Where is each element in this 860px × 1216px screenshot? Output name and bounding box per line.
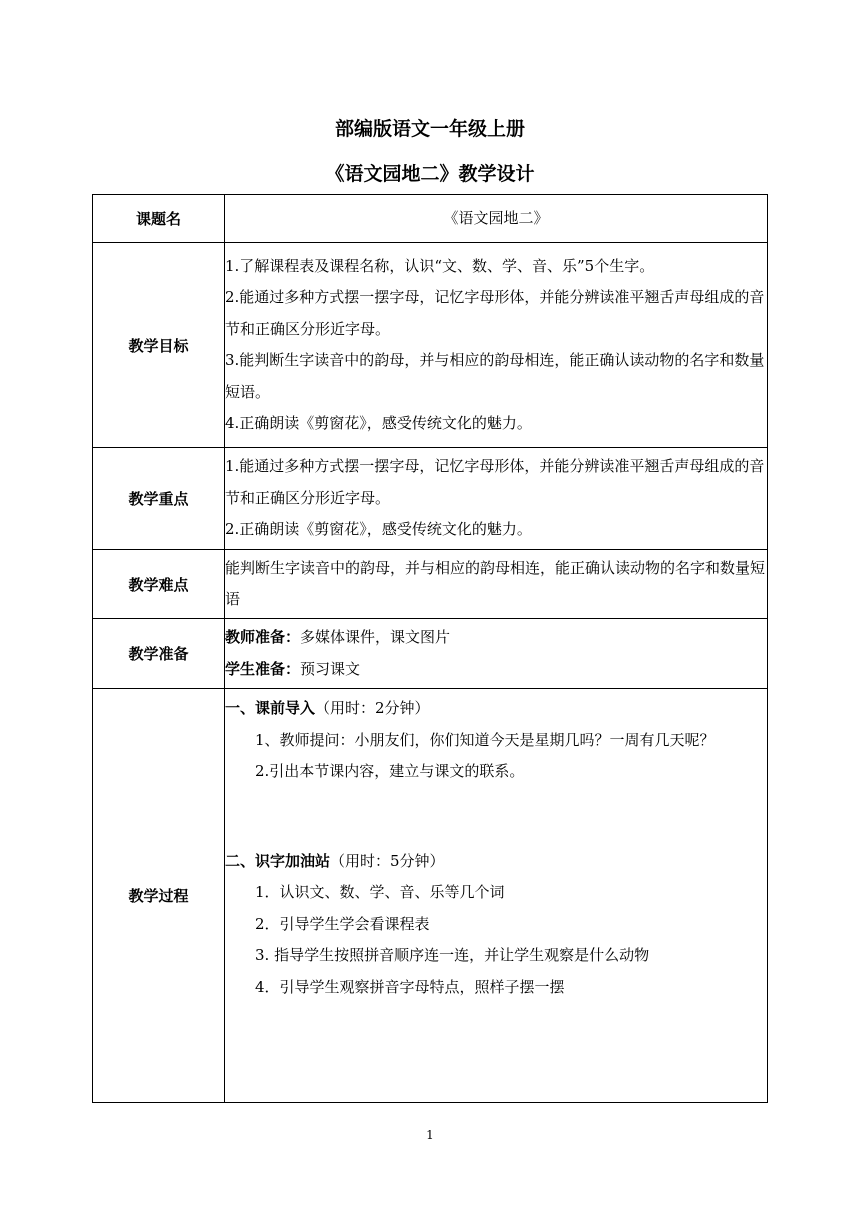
section-1-item: 1、教师提问：小朋友们，你们知道今天是星期几吗？一周有几天呢？ [255,730,715,749]
section-2-time: （用时：5分钟） [330,851,445,870]
difficulties-label: 教学难点 [93,550,225,619]
section-2-heading-line [225,846,767,878]
section-2-item: 4．引导学生观察拼音字母特点，照样子摆一摆 [255,977,565,996]
section-1-time: （用时：2分钟） [315,699,430,717]
page-number: 1 [426,1128,434,1142]
section-2-item: 3. 指导学生按照拼音顺序连一连，并让学生观察是什么动物 [255,946,650,964]
topic-label: 课题名 [93,195,225,243]
table-row [93,689,768,1103]
table-row [93,243,768,448]
table-row [93,619,768,689]
section-1-item: 2.引出本节课内容，建立与课文的联系。 [255,762,525,780]
key-point-item: 2.正确朗读《剪窗花》，感受传统文化的魅力。 [225,520,532,539]
student-preparation-label: 学生准备： [225,659,301,678]
key-points-content [225,448,768,550]
table-row [93,448,768,550]
table-row [93,195,768,243]
objective-item: 2.能通过多种方式摆一摆字母，记忆字母形体，并能分辨读准平翘舌声母组成的音节和正确区分形近字母。 [225,288,765,338]
section-2-item: 2．引导学生学会看课程表 [255,914,430,933]
section-2-item: 1．认识文、数、学、音、乐等几个词 [255,883,505,901]
teacher-preparation-label: 教师准备： [225,628,301,646]
student-preparation-text: 预习课文 [300,659,361,678]
teacher-preparation [225,622,767,654]
document-subtitle: 《语文园地二》教学设计 [325,163,535,185]
preparation-content [225,619,768,689]
objectives-content [225,243,768,448]
objective-item: 1.了解课程表及课程名称，认识“文、数、学、音、乐”5个生字。 [225,256,655,275]
objective-item: 3.能判断生字读音中的韵母，并与相应的韵母相连，能正确认读动物的名字和数量短语。 [225,351,765,401]
objectives-label: 教学目标 [93,243,225,448]
key-points-label: 教学重点 [93,448,225,550]
topic-value: 《语文园地二》 [225,195,768,243]
objective-item: 4.正确朗读《剪窗花》，感受传统文化的魅力。 [225,414,532,432]
key-point-item: 1.能通过多种方式摆一摆字母，记忆字母形体，并能分辨读准平翘舌声母组成的音节和正确区分形近字母。 [225,457,765,507]
difficulties-content: 能判断生字读音中的韵母，并与相应的韵母相连，能正确认读动物的名字和数量短语 [225,550,768,619]
section-1-heading: 一、课前导入 [225,699,316,717]
teacher-preparation-text: 多媒体课件，课文图片 [300,628,451,646]
preparation-label: 教学准备 [93,619,225,689]
lesson-plan-table [92,194,768,1103]
student-preparation [225,654,767,686]
section-1-heading-line [225,693,767,725]
document-title: 部编版语文一年级上册 [334,118,525,140]
process-label: 教学过程 [93,689,225,1103]
section-2-heading: 二、识字加油站 [225,851,331,870]
process-content [225,689,768,1103]
table-row [93,550,768,619]
